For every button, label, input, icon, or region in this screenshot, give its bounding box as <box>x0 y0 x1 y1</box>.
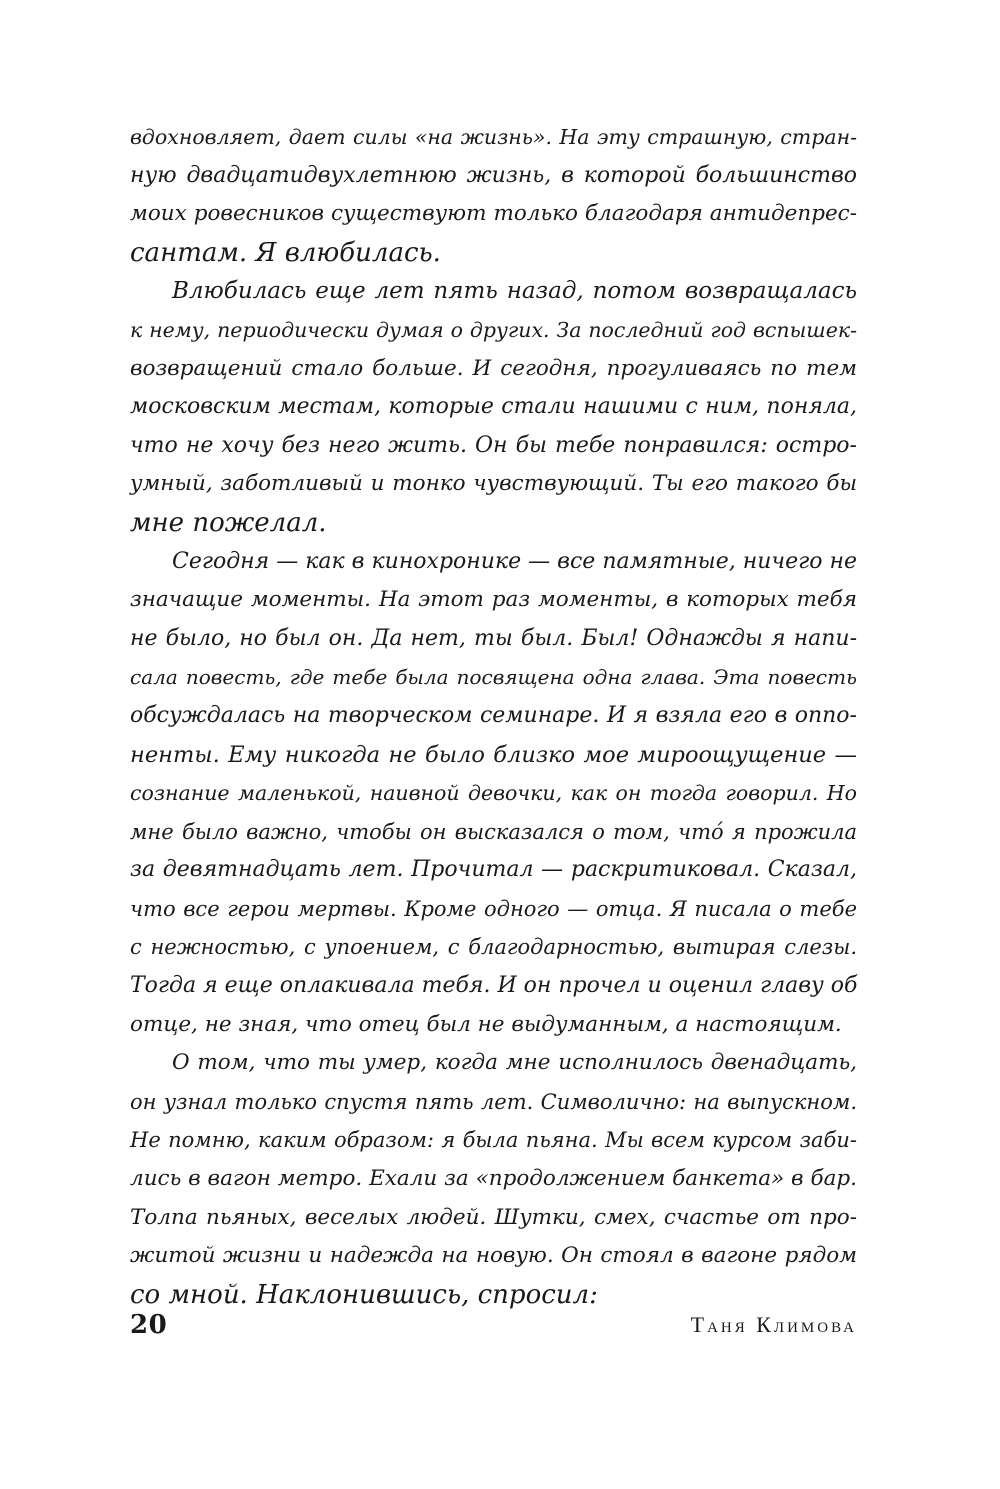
text-line: сознание маленькой, наивной девочки, как он тогда говорил. Но <box>130 781 857 806</box>
text-line: Сегодня — как в кинохронике — все памятные, ничего не <box>172 548 857 574</box>
text-line: сала повесть, где тебе была посвящена одна глава. Эта повесть <box>130 665 857 690</box>
text-line: мне пожелал. <box>130 507 327 538</box>
text-line: ненты. Ему никогда не было близко мое мироощущение — <box>130 741 857 768</box>
body-text <box>130 118 857 1314</box>
text-line: вдохновляет, дает силы «на жизнь». На эту страшную, стран- <box>130 125 857 149</box>
text-line: не было, но был он. Да нет, ты был. Был! Однажды я напи- <box>130 625 857 651</box>
text-line: сантам. Я влюбилась. <box>130 237 441 268</box>
text-line: что не хочу без него жить. Он бы тебе понравился: остро- <box>130 432 857 458</box>
text-line: с нежностью, с упоением, с благодарностью, вытирая слезы. <box>130 935 857 960</box>
text-line: житой жизни и надежда на новую. Он стоял в вагоне рядом <box>130 1243 857 1269</box>
text-line: московским местам, которые стали нашими с ним, поняла, <box>130 394 857 420</box>
page-number: 20 <box>130 1310 168 1340</box>
text-line: возвращений стало больше. И сегодня, прогуливаясь по тем <box>130 355 857 381</box>
text-line: Тогда я еще оплакивала тебя. И он прочел и оценил главу об <box>130 973 858 999</box>
text-line: со мной. Наклонившись, спросил: <box>130 1279 598 1310</box>
text-line: Толпа пьяных, веселых людей. Шутки, смех, счастье от про- <box>130 1204 857 1230</box>
text-line: к нему, периодически думая о других. За последний год вспышек- <box>130 317 857 342</box>
text-line: что все герои мертвы. Кроме одного — отца. Я писала о тебе <box>130 896 857 921</box>
text-line: обсуждалась на творческом семинаре. И я взяла его в оппо- <box>130 702 857 728</box>
text-line: значащие моменты. На этот раз моменты, в которых тебя <box>130 587 857 613</box>
text-line: мне было важно, чтобы он высказался о том, что́ я прожила <box>130 819 857 844</box>
text-line: Влюбилась еще лет пять назад, потом возвращалась <box>172 278 857 305</box>
text-line: он узнал только спустя пять лет. Символично: на выпускном. <box>130 1089 857 1114</box>
text-line: лись в вагон метро. Ехали за «продолжением банкета» в бар. <box>130 1166 857 1192</box>
text-line: умный, заботливый и тонко чувствующий. Ты его такого бы <box>130 471 857 497</box>
text-line: за девятнадцать лет. Прочитал — раскритиковал. Сказал, <box>130 857 857 883</box>
text-line: ную двадцатидвухлетнюю жизнь, в которой большинство <box>130 162 857 188</box>
text-line: моих ровесников существуют только благодаря антидепрес- <box>130 201 857 227</box>
text-line: Не помню, каким образом: я была пьяна. Мы всем курсом заби- <box>130 1128 857 1153</box>
page-footer <box>130 1310 857 1350</box>
text-line: О том, что ты умер, когда мне исполнилось двенадцать, <box>172 1050 857 1076</box>
text-line: отце, не зная, что отец был не выдуманным, а настоящим. <box>130 1011 842 1037</box>
running-head-author: Таня Климова <box>690 1312 857 1337</box>
